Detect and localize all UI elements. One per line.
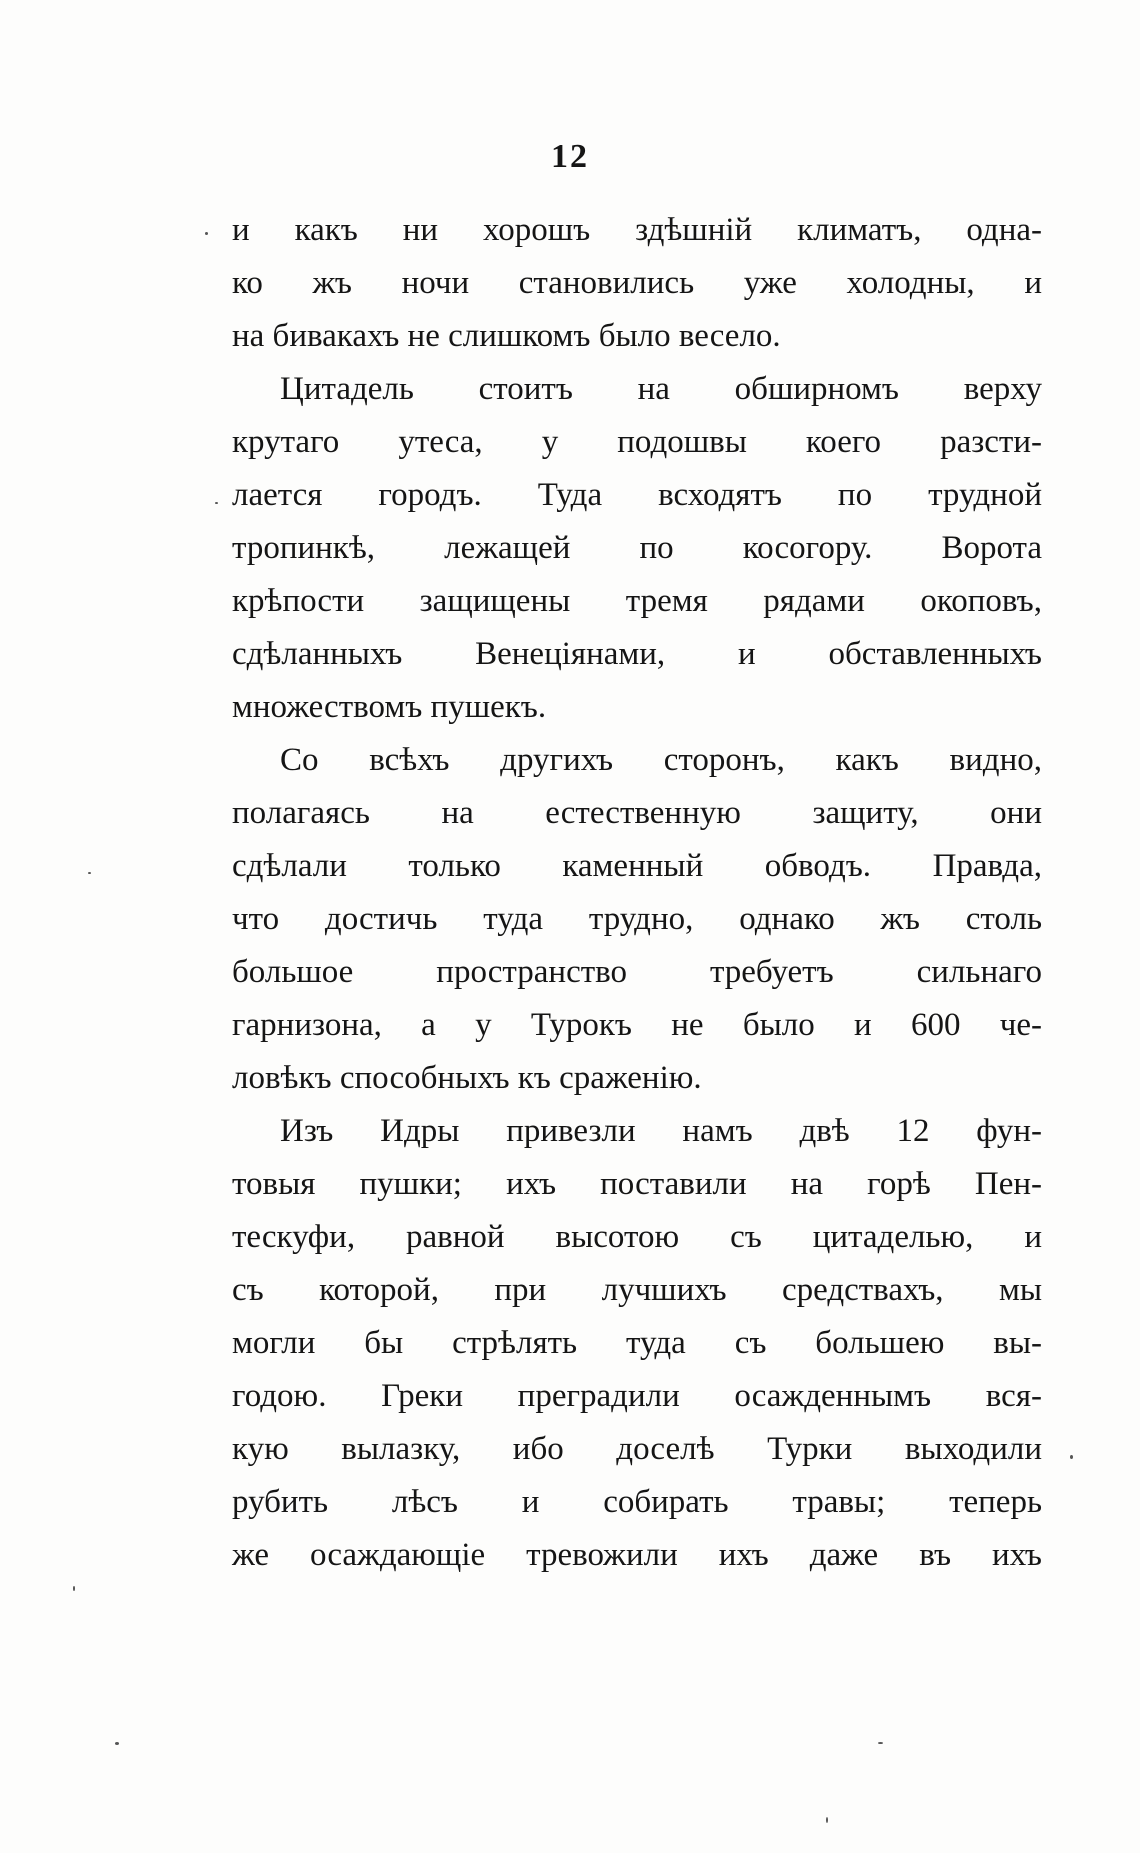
scan-speck xyxy=(73,1586,75,1591)
text-line: на бивакахъ не слишкомъ было весело. xyxy=(232,318,781,354)
text-line: годою. Греки преградили осажденнымъ вся- xyxy=(232,1378,1042,1414)
page-number: 12 xyxy=(551,138,589,175)
scan-speck xyxy=(215,502,218,504)
text-line: Со всѣхъ другихъ сторонъ, какъ видно, xyxy=(280,742,1042,778)
text-line: тескуфи, равной высотою съ цитаделью, и xyxy=(232,1219,1042,1255)
text-line: большое пространство требуетъ сильнаго xyxy=(232,954,1042,990)
text-line: множествомъ пушекъ. xyxy=(232,689,547,725)
scan-speck xyxy=(1070,1455,1073,1459)
text-line: кую вылазку, ибо доселѣ Турки выходили xyxy=(232,1431,1042,1467)
text-line: крутаго утеса, у подошвы коего разсти- xyxy=(232,424,1042,460)
text-line: сдѣлали только каменный обводъ. Правда, xyxy=(232,848,1042,884)
paragraph-3 xyxy=(232,734,1042,1105)
text-line: сдѣланныхъ Венеціянами, и обставленныхъ xyxy=(232,636,1042,672)
text-line: ко жъ ночи становились уже холодны, и xyxy=(232,265,1042,301)
text-line: лается городъ. Туда всходятъ по трудной xyxy=(232,477,1042,513)
text-line: полагаясь на естественную защиту, они xyxy=(232,795,1042,831)
text-line: Изъ Идры привезли намъ двѣ 12 фун- xyxy=(280,1113,1042,1149)
scan-speck xyxy=(826,1817,828,1823)
paragraph-1 xyxy=(232,204,1042,363)
paragraph-2 xyxy=(232,363,1042,734)
scan-speck xyxy=(205,232,208,235)
scan-speck xyxy=(878,1742,883,1744)
text-line: крѣпости защищены тремя рядами окоповъ, xyxy=(232,583,1042,619)
text-line: и какъ ни хорошъ здѣшній климатъ, одна- xyxy=(232,212,1042,248)
text-line: же осаждающіе тревожили ихъ даже въ ихъ xyxy=(232,1537,1042,1573)
scan-speck xyxy=(115,1742,119,1745)
text-line: что достичь туда трудно, однако жъ столь xyxy=(232,901,1042,937)
text-line: товыя пушки; ихъ поставили на горѣ Пен- xyxy=(232,1166,1042,1202)
scan-speck xyxy=(88,872,91,874)
text-line: ловѣкъ способныхъ къ сраженію. xyxy=(232,1060,702,1096)
text-line: рубить лѣсъ и собирать травы; теперь xyxy=(232,1484,1042,1520)
paragraph-4 xyxy=(232,1105,1042,1582)
body-text xyxy=(232,204,1042,1582)
text-line: могли бы стрѣлять туда съ большею вы- xyxy=(232,1325,1042,1361)
text-line: съ которой, при лучшихъ средствахъ, мы xyxy=(232,1272,1042,1308)
text-line: гарнизона, а у Турокъ не было и 600 че- xyxy=(232,1007,1042,1043)
text-line: Цитадель стоитъ на обширномъ верху xyxy=(280,371,1042,407)
text-line: тропинкѣ, лежащей по косогору. Ворота xyxy=(232,530,1042,566)
